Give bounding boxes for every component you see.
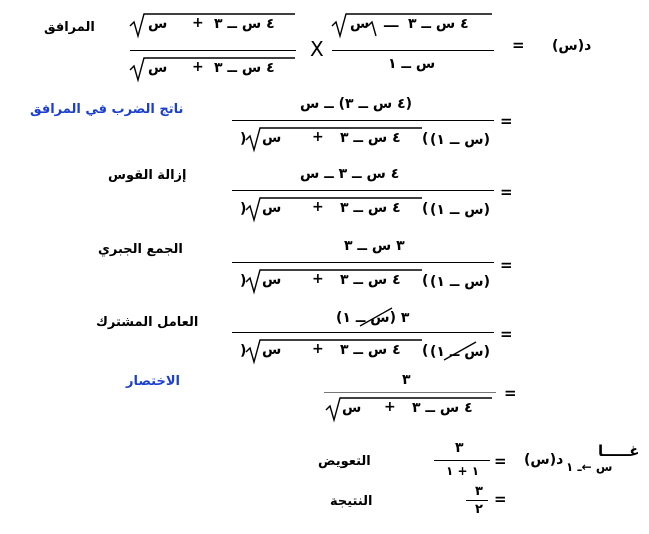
label-multiply-by-conjugate: ناتج الضرب في المرافق bbox=[30, 102, 184, 117]
fraction-bar-6 bbox=[324, 392, 496, 393]
sqrt-x-den-4: س bbox=[262, 272, 282, 288]
function-fx: د(س) bbox=[552, 38, 592, 54]
label-result: النتيجة bbox=[330, 494, 373, 509]
den-x-minus-1-3: (س ــ ١) bbox=[430, 202, 490, 218]
den-x-minus-1-5: (س ــ ١) bbox=[430, 344, 490, 360]
paren-close-4: ) bbox=[422, 273, 429, 289]
paren-open-5: ( bbox=[240, 343, 247, 359]
fraction-bar-3 bbox=[232, 190, 494, 191]
sqrt-4x-3-right: ٤ س ــ ٣ bbox=[408, 16, 469, 32]
plus-den-6: + bbox=[384, 399, 396, 415]
label-remove-parentheses: إزالة القوس bbox=[108, 168, 187, 183]
sqrt-4x-3-left-num: ٤ س ــ ٣ bbox=[214, 16, 275, 32]
numerator-3-simplified: ٣ bbox=[402, 372, 411, 388]
sqrt-4x-3-den-4: ٤ س ــ ٣ bbox=[340, 272, 401, 288]
paren-open-3: ( bbox=[240, 201, 247, 217]
equals-sign-8: = bbox=[494, 490, 507, 508]
cancel-stroke-numerator bbox=[356, 306, 396, 330]
plus-den-5: + bbox=[312, 341, 324, 357]
sqrt-x-left-den: س bbox=[148, 60, 168, 76]
sqrt-x-den-2: س bbox=[262, 130, 282, 146]
label-conjugate: المرافق bbox=[44, 20, 95, 35]
limit-word: غـــــا bbox=[598, 442, 640, 460]
numerator-step3: ٣ س ــ ٣ bbox=[344, 238, 405, 254]
plus-sign-left-den: + bbox=[192, 59, 204, 75]
equals-sign-5: = bbox=[500, 325, 513, 343]
label-substitute: التعويض bbox=[318, 454, 371, 469]
sqrt-x-right: س bbox=[350, 16, 370, 32]
minus-sign-right: ـــ bbox=[384, 15, 399, 31]
sqrt-x-den-5: س bbox=[262, 342, 282, 358]
fraction-bar-2 bbox=[232, 120, 494, 121]
sqrt-4x-3-den-5: ٤ س ــ ٣ bbox=[340, 342, 401, 358]
label-algebraic-sum: الجمع الجبري bbox=[98, 242, 183, 257]
den-x-minus-1-2: (س ــ ١) bbox=[430, 132, 490, 148]
den-x-minus-1-4: (س ــ ١) bbox=[430, 274, 490, 290]
denominator-x-minus-1-right: س ــ ١ bbox=[388, 56, 436, 72]
fraction-bar-8 bbox=[466, 500, 488, 501]
limit-arrow: س ←ـ ١ bbox=[566, 460, 613, 474]
sqrt-x-left-num: س bbox=[148, 16, 168, 32]
fraction-bar-right bbox=[332, 50, 494, 51]
numerator-3-substitute: ٣ bbox=[455, 440, 464, 456]
label-common-factor: العامل المشترك bbox=[96, 315, 199, 330]
numerator-step4: ٣ (س ــ ١) bbox=[336, 310, 410, 326]
equals-sign-4: = bbox=[500, 256, 513, 274]
sqrt-4x-3-den-6: ٤ س ــ ٣ bbox=[412, 400, 473, 416]
equals-sign-1: = bbox=[512, 36, 525, 54]
label-simplify: الاختصار bbox=[126, 374, 180, 389]
paren-close-5: ) bbox=[422, 343, 429, 359]
numerator-step1: (٤ س ــ ٣) ــ س bbox=[300, 96, 413, 112]
equals-sign-7: = bbox=[494, 452, 507, 470]
fraction-bar-4 bbox=[232, 262, 494, 263]
sqrt-x-den-6: س bbox=[342, 400, 362, 416]
numerator-step2: ٤ س ــ ٣ ــ س bbox=[300, 166, 400, 182]
sqrt-x-den-3: س bbox=[262, 200, 282, 216]
cancel-stroke-denominator bbox=[440, 340, 480, 364]
fraction-bar-7 bbox=[434, 460, 490, 461]
sqrt-4x-3-left-den: ٤ س ــ ٣ bbox=[214, 60, 275, 76]
equals-sign-2: = bbox=[500, 112, 513, 130]
plus-den-2: + bbox=[312, 129, 324, 145]
sqrt-4x-3-den-3: ٤ س ــ ٣ bbox=[340, 200, 401, 216]
paren-open-2: ( bbox=[240, 131, 247, 147]
plus-den-4: + bbox=[312, 271, 324, 287]
denominator-1-plus-1: ١ + ١ bbox=[446, 464, 480, 478]
equals-sign-3: = bbox=[500, 183, 513, 201]
paren-close-2: ) bbox=[422, 131, 429, 147]
function-fx-limit: د(س) bbox=[524, 452, 564, 468]
result-numerator: ٣ bbox=[475, 484, 483, 499]
fraction-bar-5 bbox=[232, 332, 494, 333]
result-denominator: ٢ bbox=[475, 502, 483, 517]
plus-den-3: + bbox=[312, 199, 324, 215]
paren-open-4: ( bbox=[240, 273, 247, 289]
sqrt-4x-3-den-2: ٤ س ــ ٣ bbox=[340, 130, 401, 146]
fraction-bar-left bbox=[130, 50, 296, 51]
radical-x-right bbox=[340, 12, 370, 36]
plus-sign-left-num: + bbox=[192, 15, 204, 31]
multiply-sign: X bbox=[310, 37, 324, 61]
paren-close-3: ) bbox=[422, 201, 429, 217]
equals-sign-6: = bbox=[504, 384, 517, 402]
